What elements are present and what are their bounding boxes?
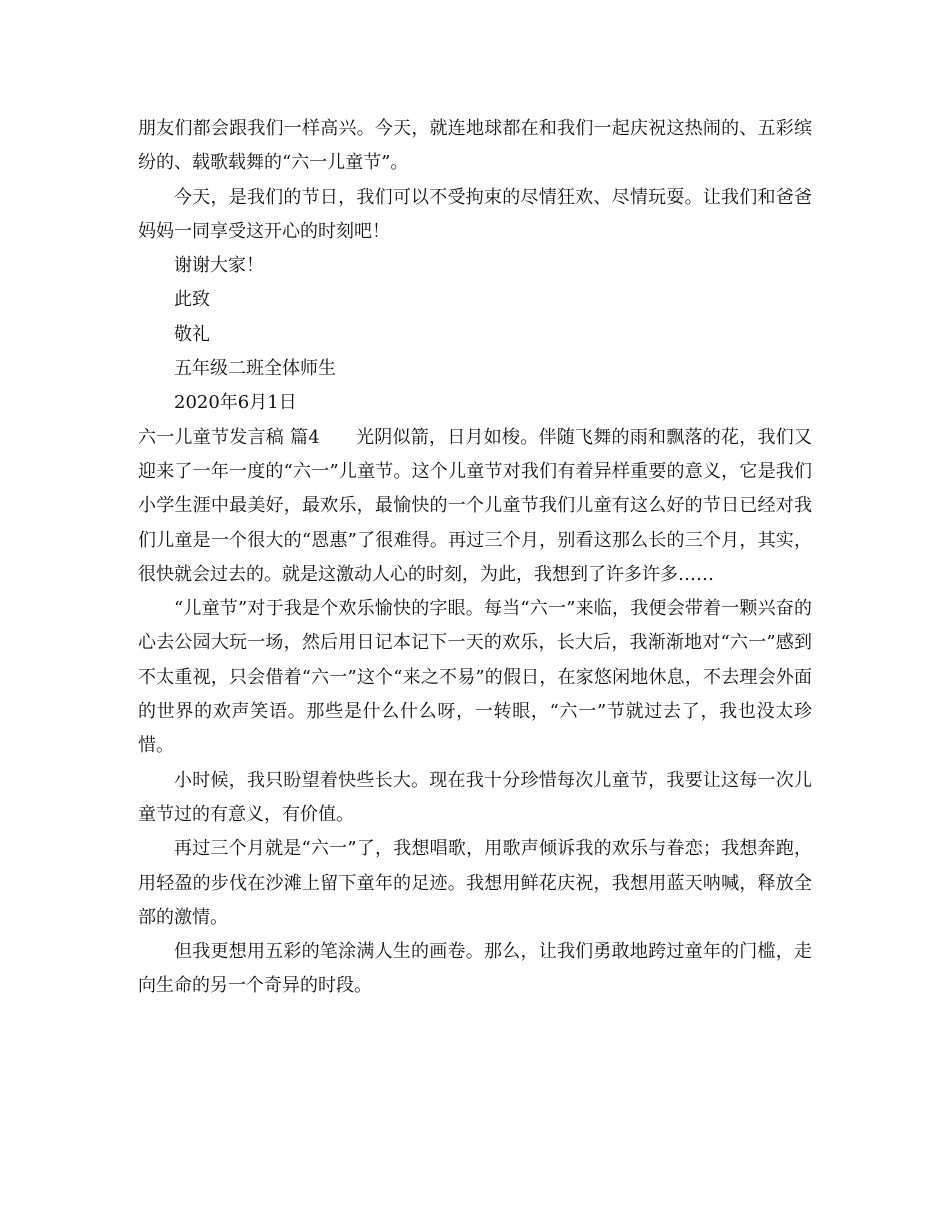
closing-signature: 五年级二班全体师生 (174, 358, 336, 380)
paragraph-wishes: 再过三个月就是“六一”了，我想唱歌，用歌声倾诉我的欢乐与眷恋；我想奔跑，用轻盈的步伐在沙滩上留下童年的足迹。我想用鲜花庆祝，我想用蓝天呐喊，释放全部的激情。 (138, 838, 812, 928)
section-title: 六一儿童节发言稿 篇4 (138, 426, 320, 448)
closing-thanks: 谢谢大家！ (174, 255, 264, 277)
paragraph-conclusion: 但我更想用五彩的笔涂满人生的画卷。那么，让我们勇敢地跨过童年的门槛，走向生命的另一个奇异的时段。 (138, 941, 812, 997)
section-first-paragraph: 光阴似箭，日月如梭。伴随飞舞的雨和飘落的花，我们又迎来了一年一度的“六一”儿童节。这个儿童节对我们有着异样重要的意义，它是我们小学生涯中最美好，最欢乐，最愉快的一个儿童节我们儿童有这么好的节日已经对我们儿童是一个很大的“恩惠”了很难得。再过三个月，别看这那么长的三个月，其实，很快就会过去的。就是这激动人心的时刻，为此，我想到了许多许多…… (138, 426, 812, 585)
paragraph-holiday: 今天，是我们的节日，我们可以不受拘束的尽情狂欢、尽情玩耍。让我们和爸爸妈妈一同享受这开心的时刻吧！ (138, 186, 812, 242)
document-body (138, 112, 812, 1004)
paragraph-childrens-day: “儿童节”对于我是个欢乐愉快的字眼。每当“六一”来临，我便会带着一颗兴奋的心去公园大玩一场，然后用日记本记下一天的欢乐，长大后，我渐渐地对“六一”感到不太重视，只会借着“六一”这个“来之不易”的假日，在家悠闲地休息，不去理会外面的世界的欢声笑语。那些是什么什么呀，一转眼，“六一”节就过去了，我也没太珍惜。 (138, 598, 812, 757)
closing-salutation-2: 敬礼 (174, 323, 210, 345)
closing-salutation-1: 此致 (174, 289, 210, 311)
paragraph-childhood: 小时候，我只盼望着快些长大。现在我十分珍惜每次儿童节，我要让这每一次儿童节过的有意义，有价值。 (138, 769, 812, 825)
paragraph-continued: 朋友们都会跟我们一样高兴。今天，就连地球都在和我们一起庆祝这热闹的、五彩缤纷的、载歌载舞的“六一儿童节”。 (138, 118, 812, 174)
closing-date: 2020年6月1日 (174, 392, 297, 414)
section-4 (138, 421, 812, 592)
